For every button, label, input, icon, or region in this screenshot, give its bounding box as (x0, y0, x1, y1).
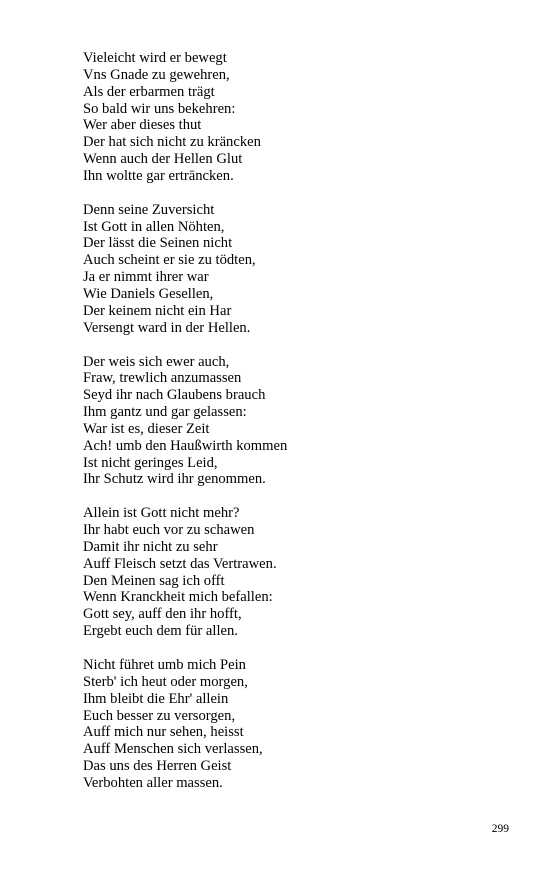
stanza-4 (83, 505, 503, 640)
poem-line: Sterb' ich heut oder morgen, (83, 673, 248, 690)
poem-line: Den Meinen sag ich offt (83, 572, 225, 589)
poem-line: Auff Fleisch setzt das Vertrawen. (83, 555, 277, 572)
poem-line: Der hat sich nicht zu kräncken (83, 134, 261, 151)
page-number: 299 (491, 823, 509, 835)
poem-line: Wie Daniels Gesellen, (83, 285, 214, 302)
poem-line: Ach! umb den Haußwirth kommen (83, 437, 288, 454)
poem-line: Nicht führet umb mich Pein (83, 657, 246, 673)
poem-line: Der weis sich ewer auch, (83, 353, 230, 370)
poem-line: War ist es, dieser Zeit (83, 420, 210, 437)
poem-line: Ihr Schutz wird ihr genommen. (83, 471, 266, 488)
stanza-1 (83, 50, 503, 185)
stanza-2 (83, 202, 503, 337)
poem-line: Wer aber dieses thut (83, 117, 202, 134)
poem-line: Allein ist Gott nicht mehr? (83, 505, 240, 522)
poem-line: Das uns des Herren Geist (83, 758, 232, 775)
poem-line: Euch besser zu versorgen, (83, 707, 236, 724)
poem-line: Wenn Kranckheit mich befallen: (83, 589, 273, 606)
poem-text (83, 50, 503, 809)
poem-line: Ihm bleibt die Ehr' allein (83, 690, 229, 707)
poem-line: Der keinem nicht ein Har (83, 302, 232, 319)
poem-line: Ja er nimmt ihrer war (83, 269, 209, 286)
poem-line: Fraw, trewlich anzumassen (83, 370, 242, 387)
poem-line: Ist nicht geringes Leid, (83, 454, 218, 471)
poem-line: Ist Gott in allen Nöhten, (83, 218, 225, 235)
poem-line: Seyd ihr nach Glaubens brauch (83, 387, 266, 404)
poem-line: Denn seine Zuversicht (83, 201, 215, 218)
poem-line: Auff Menschen sich verlassen, (83, 741, 263, 758)
poem-line: Versengt ward in der Hellen. (83, 319, 251, 336)
poem-line: Als der erbarmen trägt (83, 83, 215, 100)
poem-line: Verbohten aller massen. (83, 774, 223, 791)
poem-line: Der lässt die Seinen nicht (83, 235, 233, 252)
poem-line: Ihn woltte gar ertrāncken. (83, 167, 234, 184)
poem-line: Auch scheint er sie zu tödten, (83, 252, 256, 269)
poem-line: Damit ihr nicht zu sehr (83, 538, 218, 555)
poem-line: So bald wir uns bekehren: (83, 100, 236, 117)
stanza-3 (83, 354, 503, 489)
poem-line: Vns Gnade zu gewehren, (83, 66, 230, 83)
stanza-5 (83, 657, 503, 792)
poem-line: Ihr habt euch vor zu schawen (83, 522, 255, 539)
poem-line: Ihm gantz und gar gelassen: (83, 404, 247, 421)
poem-line: Auff mich nur sehen, heisst (83, 724, 244, 741)
poem-line: Gott sey, auff den ihr hofft, (83, 606, 242, 623)
poem-line: Vieleicht wird er bewegt (83, 50, 227, 66)
poem-line: Wenn auch der Hellen Glut (83, 151, 243, 168)
poem-line: Ergebt euch dem für allen. (83, 623, 238, 640)
